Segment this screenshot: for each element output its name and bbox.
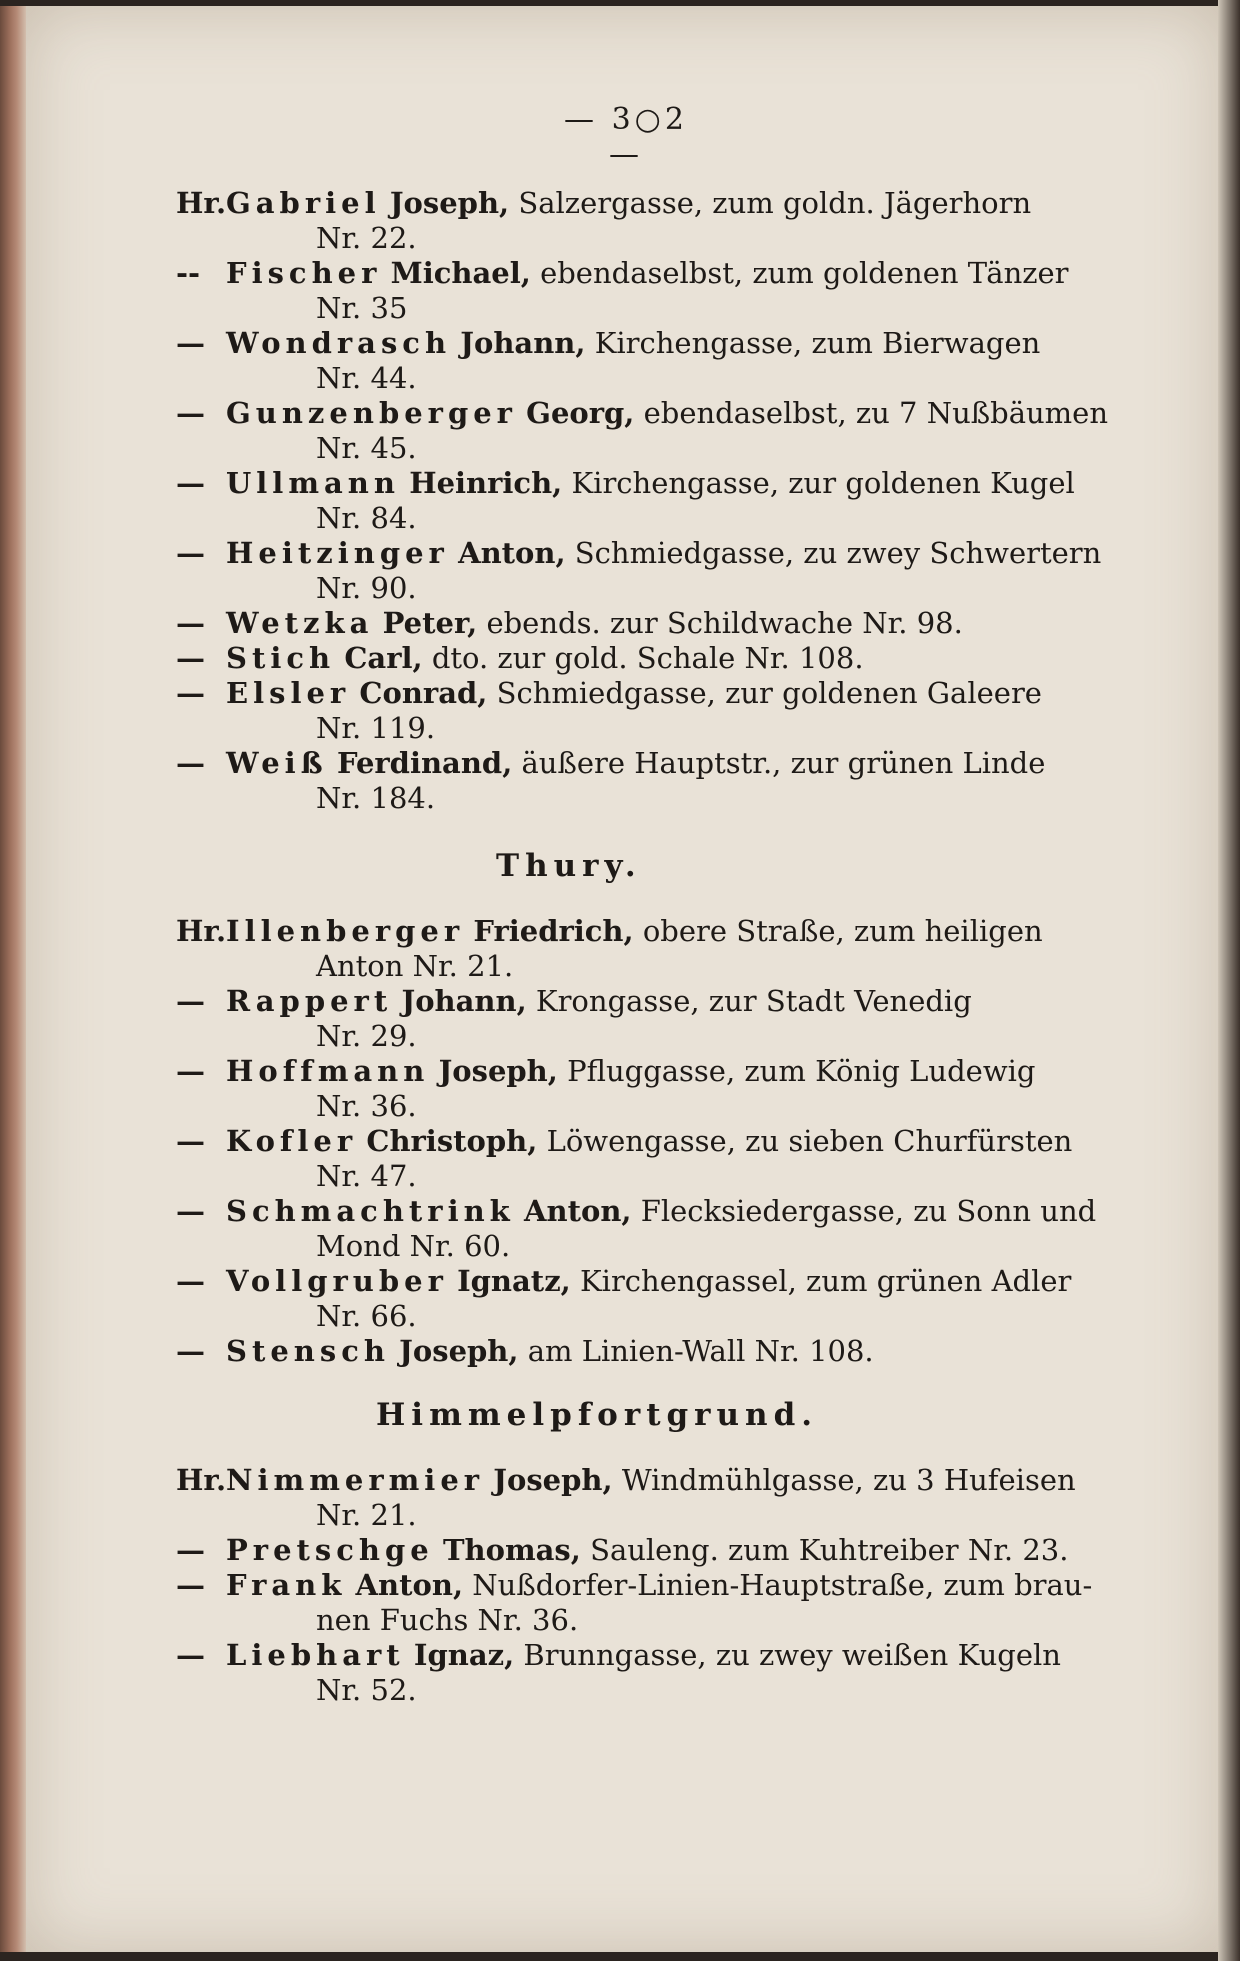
entry-given-name: Johann,	[401, 984, 527, 1018]
directory-entry	[176, 1124, 1166, 1194]
entry-surname: Schmachtrink	[226, 1194, 515, 1228]
book-page	[26, 6, 1222, 1952]
entry-surname: Illenberger	[226, 914, 465, 948]
entry-surname: Stich	[226, 641, 336, 675]
entry-given-name: Conrad,	[359, 676, 488, 710]
directory-entry	[176, 1638, 1166, 1708]
entry-address: äußere Hauptstr., zur grünen Linde	[521, 746, 1046, 780]
entry-first-line	[176, 256, 1166, 291]
entry-first-line	[176, 536, 1166, 571]
entry-given-name: Johann,	[460, 326, 586, 360]
directory-entry	[176, 256, 1166, 326]
entry-lead: —	[176, 1334, 205, 1368]
entry-given-name: Joseph,	[438, 1054, 558, 1088]
entry-surname: Ullmann	[226, 466, 400, 500]
directory-entry	[176, 1463, 1166, 1533]
entry-lead: —	[176, 536, 205, 570]
page-number: — 3○2 —	[564, 102, 688, 172]
book-binding	[0, 6, 28, 1952]
entry-lead: —	[176, 326, 205, 360]
entry-surname: Rappert	[226, 984, 393, 1018]
entry-lead: Hr.	[176, 914, 227, 948]
entry-address: Kirchengasse, zum Bierwagen	[594, 326, 1041, 360]
entry-first-line	[176, 1194, 1166, 1229]
entry-first-line	[176, 1264, 1166, 1299]
entry-given-name: Georg,	[526, 396, 635, 430]
entry-continuation: Anton Nr. 21.	[316, 949, 514, 983]
entry-address: dto. zur gold. Schale Nr. 108.	[431, 641, 864, 675]
entry-continuation: Nr. 29.	[316, 1019, 417, 1053]
entry-surname: Fischer	[226, 256, 382, 290]
entry-first-line	[176, 396, 1166, 431]
entry-address: Schmiedgasse, zu zwey Schwertern	[574, 536, 1102, 570]
entry-surname: Vollgruber	[226, 1264, 448, 1298]
directory-entry	[176, 676, 1166, 746]
entry-first-line	[176, 326, 1166, 361]
entry-address: Brunngasse, zu zwey weißen Kugeln	[523, 1638, 1061, 1672]
entry-given-name: Ignatz,	[457, 1264, 571, 1298]
entry-first-line	[176, 914, 1166, 949]
entry-address: Kirchengassel, zum grünen Adler	[580, 1264, 1072, 1298]
entry-surname: Hoffmann	[226, 1054, 430, 1088]
entry-address: obere Straße, zum heiligen	[642, 914, 1043, 948]
page-edge	[1218, 0, 1240, 1961]
directory-entry	[176, 1194, 1166, 1264]
entry-continuation: Nr. 47.	[316, 1159, 417, 1193]
directory-entry	[176, 536, 1166, 606]
entry-first-line	[176, 1568, 1166, 1603]
entry-given-name: Anton,	[524, 1194, 632, 1228]
entry-given-name: Carl,	[344, 641, 423, 675]
entry-surname: Wetzka	[226, 606, 374, 640]
entry-surname: Liebhart	[226, 1638, 405, 1672]
entry-address: Krongasse, zur Stadt Venedig	[535, 984, 972, 1018]
entry-surname: Pretschge	[226, 1533, 434, 1567]
entry-first-line	[176, 1124, 1166, 1159]
entry-continuation: Nr. 22.	[316, 221, 417, 255]
entry-continuation: Mond Nr. 60.	[316, 1229, 511, 1263]
directory-entry	[176, 641, 1166, 676]
entry-address: ebends. zur Schildwache Nr. 98.	[486, 606, 963, 640]
entry-continuation: Nr. 184.	[316, 781, 436, 815]
entry-address: am Linien-Wall Nr. 108.	[527, 1334, 874, 1368]
directory-section	[176, 1397, 1166, 1708]
directory-section	[176, 848, 1166, 1369]
entry-first-line	[176, 1638, 1166, 1673]
entry-continuation: Nr. 90.	[316, 571, 417, 605]
entry-given-name: Joseph,	[493, 1463, 613, 1497]
entry-lead: —	[176, 676, 205, 710]
entry-continuation: Nr. 36.	[316, 1089, 417, 1123]
entry-address: Sauleng. zum Kuhtreiber Nr. 23.	[590, 1533, 1069, 1567]
entry-lead: —	[176, 641, 205, 675]
entry-continuation: Nr. 84.	[316, 501, 417, 535]
entry-first-line	[176, 186, 1166, 221]
entry-address: ebendaselbst, zu 7 Nußbäumen	[643, 396, 1109, 430]
entry-lead: —	[176, 466, 205, 500]
entry-continuation: Nr. 45.	[316, 431, 417, 465]
entry-lead: —	[176, 396, 205, 430]
entry-lead: —	[176, 1264, 205, 1298]
directory-entry	[176, 396, 1166, 466]
entry-first-line	[176, 606, 1166, 641]
entry-surname: Gunzenberger	[226, 396, 517, 430]
directory-entry	[176, 1264, 1166, 1334]
entry-first-line	[176, 1533, 1166, 1568]
entry-address: Nußdorfer-Linien-Hauptstraße, zum brau-	[472, 1568, 1093, 1602]
entry-surname: Frank	[226, 1568, 347, 1602]
entry-first-line	[176, 1054, 1166, 1089]
directory-entry	[176, 186, 1166, 256]
entry-given-name: Anton,	[355, 1568, 464, 1602]
entry-first-line	[176, 466, 1166, 501]
entry-continuation: Nr. 44.	[316, 361, 417, 395]
directory-entry	[176, 1334, 1166, 1369]
entry-address: Salzergasse, zum goldn. Jägerhorn	[518, 186, 1032, 220]
entry-continuation: Nr. 119.	[316, 711, 436, 745]
entry-lead: —	[176, 1124, 205, 1158]
entry-address: Pfluggasse, zum König Ludewig	[567, 1054, 1036, 1088]
entry-surname: Heitzinger	[226, 536, 449, 570]
entry-lead: Hr.	[176, 1463, 227, 1497]
entry-lead: —	[176, 606, 205, 640]
text-block	[176, 102, 1166, 1708]
directory-section	[176, 186, 1166, 816]
entry-address: Windmühlgasse, zu 3 Hufeisen	[621, 1463, 1076, 1497]
entry-address: Kirchengasse, zur goldenen Kugel	[571, 466, 1075, 500]
entry-lead: --	[176, 256, 201, 290]
entry-given-name: Anton,	[458, 536, 566, 570]
entry-given-name: Michael,	[390, 256, 531, 290]
section-heading: Thury.	[496, 848, 642, 884]
entry-first-line	[176, 1334, 1166, 1369]
directory-entry	[176, 746, 1166, 816]
entry-first-line	[176, 984, 1166, 1019]
entry-first-line	[176, 676, 1166, 711]
entry-lead: —	[176, 1638, 205, 1672]
entry-surname: Wondrasch	[226, 326, 452, 360]
directory-entry	[176, 466, 1166, 536]
section-heading: Himmelpfortgrund.	[376, 1397, 819, 1433]
entry-continuation: Nr. 21.	[316, 1498, 417, 1532]
entry-given-name: Friedrich,	[473, 914, 634, 948]
entry-continuation: Nr. 52.	[316, 1673, 417, 1707]
directory-entry	[176, 1054, 1166, 1124]
entry-continuation: nen Fuchs Nr. 36.	[316, 1603, 579, 1637]
entry-surname: Weiß	[226, 746, 328, 780]
entry-lead: Hr.	[176, 186, 227, 220]
directory-sections	[176, 186, 1166, 1708]
entry-given-name: Thomas,	[442, 1533, 581, 1567]
entry-address: Löwengasse, zu sieben Churfürsten	[546, 1124, 1073, 1158]
entry-lead: —	[176, 746, 205, 780]
entry-first-line	[176, 1463, 1166, 1498]
directory-entry	[176, 1533, 1166, 1568]
entry-lead: —	[176, 1533, 205, 1567]
entry-given-name: Christoph,	[366, 1124, 538, 1158]
entry-given-name: Ignaz,	[413, 1638, 515, 1672]
entry-first-line	[176, 641, 1166, 676]
entry-given-name: Joseph,	[399, 1334, 519, 1368]
entry-surname: Stensch	[226, 1334, 390, 1368]
directory-entry	[176, 326, 1166, 396]
directory-entry	[176, 1568, 1166, 1638]
entry-address: Schmiedgasse, zur goldenen Galeere	[496, 676, 1042, 710]
directory-entry	[176, 914, 1166, 984]
entry-given-name: Peter,	[382, 606, 478, 640]
entry-lead: —	[176, 1568, 205, 1602]
entry-surname: Kofler	[226, 1124, 358, 1158]
entry-surname: Elsler	[226, 676, 351, 710]
directory-entry	[176, 984, 1166, 1054]
entry-lead: —	[176, 984, 205, 1018]
entry-given-name: Joseph,	[389, 186, 510, 220]
entry-given-name: Heinrich,	[409, 466, 563, 500]
directory-entry	[176, 606, 1166, 641]
entry-given-name: Ferdinand,	[336, 746, 513, 780]
entry-lead: —	[176, 1054, 205, 1088]
entry-address: Flecksiedergasse, zu Sonn und	[640, 1194, 1097, 1228]
entry-surname: Gabriel	[226, 186, 381, 220]
entry-continuation: Nr. 35	[316, 291, 408, 325]
entry-lead: —	[176, 1194, 205, 1228]
entry-continuation: Nr. 66.	[316, 1299, 417, 1333]
entry-address: ebendaselbst, zum goldenen Tänzer	[540, 256, 1069, 290]
entry-first-line	[176, 746, 1166, 781]
entry-surname: Nimmermier	[226, 1463, 485, 1497]
